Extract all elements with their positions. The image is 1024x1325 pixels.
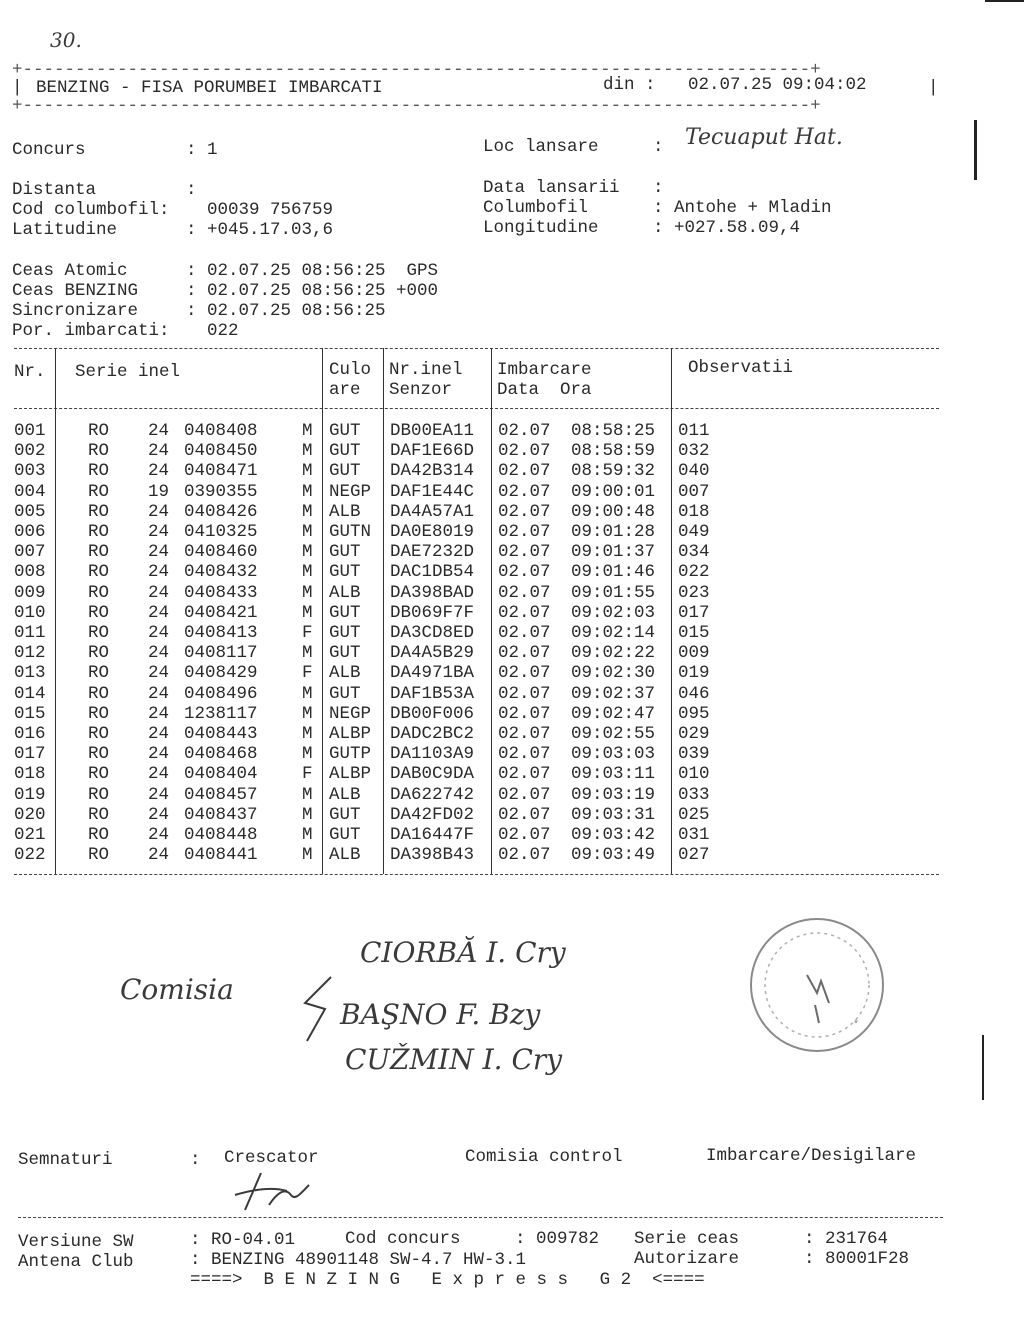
cell-ring: 0408450 — [184, 441, 258, 462]
cell-time: 09:01:46 — [571, 562, 656, 583]
table-rule-header — [14, 408, 939, 409]
versiune-label: Versiune SW — [18, 1232, 134, 1252]
cell-country: RO — [88, 522, 110, 542]
cell-sex: M — [302, 804, 313, 825]
table-rule-top — [14, 348, 939, 349]
signature-crescator-label: Crescator — [224, 1148, 319, 1168]
cell-color: GUT — [329, 623, 361, 643]
cell-ring: 0408471 — [184, 461, 258, 482]
cell-nr: 016 — [14, 724, 46, 744]
commission-brace — [295, 975, 335, 1045]
concurs-value: : 1 — [186, 140, 218, 160]
cell-country: RO — [88, 804, 110, 825]
benzing-express-banner: ====> B E N Z I N G E x p r e s s G 2 <==== — [190, 1270, 705, 1290]
cell-color: GUT — [329, 683, 361, 704]
cell-ring: 0408496 — [184, 683, 258, 704]
footer-rule — [18, 1217, 943, 1218]
cell-nr: 002 — [14, 441, 46, 462]
cell-time: 09:02:37 — [571, 683, 656, 704]
cell-sensor: DA42FD02 — [390, 804, 475, 825]
cell-color: ALBP — [329, 764, 372, 785]
cell-sex: M — [302, 643, 313, 664]
cell-ring: 0408413 — [184, 623, 258, 643]
cell-date: 02.07 — [498, 481, 551, 502]
scan-mark — [974, 120, 977, 180]
longitudine-value: : +027.58.09,4 — [653, 218, 801, 238]
cell-sex: M — [302, 744, 313, 765]
cell-sex: M — [302, 461, 313, 482]
cell-color: GUT — [329, 643, 361, 664]
cell-obs: 046 — [678, 683, 710, 704]
cell-year: 24 — [148, 784, 170, 805]
cell-country: RO — [88, 542, 110, 563]
longitudine-label: Longitudine — [483, 218, 599, 238]
sincronizare-value: : 02.07.25 08:56:25 — [186, 301, 386, 321]
cell-date: 02.07 — [498, 804, 551, 825]
cell-color: ALBP — [329, 724, 372, 744]
cell-year: 24 — [148, 562, 170, 583]
cell-ring: 0408426 — [184, 501, 258, 522]
antena-value: : BENZING 48901148 SW-4.7 HW-3.1 — [190, 1250, 527, 1270]
table-rule-bottom — [14, 874, 939, 875]
cell-country: RO — [88, 845, 110, 866]
cell-nr: 007 — [14, 542, 46, 563]
sincronizare-label: Sincronizare — [12, 301, 139, 321]
cell-color: ALB — [329, 582, 361, 603]
col-header-senzor: Senzor — [389, 380, 453, 400]
loc-lansare-sep: : — [653, 137, 664, 157]
cell-sex: F — [302, 764, 313, 785]
header-left-bar: | — [12, 78, 23, 98]
cell-sensor: DB00F006 — [390, 703, 475, 724]
ceas-benzing-value: : 02.07.25 08:56:25 +000 — [186, 281, 439, 301]
cell-ring: 0408429 — [184, 663, 258, 684]
cell-time: 09:00:01 — [571, 481, 656, 502]
cell-date: 02.07 — [498, 703, 551, 724]
por-imbarcati-label: Por. imbarcati: — [12, 321, 170, 341]
cell-obs: 049 — [678, 522, 710, 542]
data-lansarii-value: : — [653, 178, 664, 198]
cell-country: RO — [88, 623, 110, 643]
cell-obs: 015 — [678, 623, 710, 643]
cod-concurs-label: Cod concurs — [345, 1229, 461, 1249]
cell-time: 09:01:28 — [571, 522, 656, 542]
crescator-signature — [225, 1165, 315, 1215]
cell-color: ALB — [329, 501, 361, 522]
cell-date: 02.07 — [498, 724, 551, 744]
cell-sex: M — [302, 825, 313, 845]
cell-obs: 095 — [678, 703, 710, 724]
club-stamp — [745, 915, 890, 1055]
cell-date: 02.07 — [498, 461, 551, 482]
cell-year: 24 — [148, 501, 170, 522]
cell-time: 09:03:42 — [571, 825, 656, 845]
cell-year: 24 — [148, 663, 170, 684]
cell-obs: 017 — [678, 602, 710, 623]
distanta-label: Distanta — [12, 180, 97, 200]
col-header-observatii: Observatii — [688, 358, 794, 378]
cell-sensor: DAB0C9DA — [390, 764, 475, 785]
col-header-data-ora: Data Ora — [497, 380, 592, 400]
cell-obs: 009 — [678, 643, 710, 664]
cell-ring: 0408421 — [184, 602, 258, 623]
cell-obs: 025 — [678, 804, 710, 825]
cell-color: NEGP — [329, 481, 372, 502]
cell-color: GUT — [329, 421, 361, 441]
cell-year: 19 — [148, 481, 170, 502]
cell-color: NEGP — [329, 703, 372, 724]
cell-country: RO — [88, 784, 110, 805]
cell-year: 24 — [148, 522, 170, 542]
cell-color: GUT — [329, 825, 361, 845]
cell-date: 02.07 — [498, 825, 551, 845]
cell-obs: 032 — [678, 441, 710, 462]
cell-sensor: DA398B43 — [390, 845, 475, 866]
ceas-atomic-value: : 02.07.25 08:56:25 GPS — [186, 261, 439, 281]
cell-sensor: DA3CD8ED — [390, 623, 475, 643]
cell-country: RO — [88, 764, 110, 785]
col-sep-imbarcare — [671, 348, 672, 874]
cell-sensor: DA42B314 — [390, 461, 475, 482]
cell-year: 24 — [148, 825, 170, 845]
cell-country: RO — [88, 683, 110, 704]
signature-comisia-label: Comisia control — [465, 1147, 623, 1167]
cell-ring: 0408117 — [184, 643, 258, 664]
cell-sex: M — [302, 845, 313, 866]
por-imbarcati-value: 022 — [207, 321, 239, 341]
cell-obs: 029 — [678, 724, 710, 744]
cell-date: 02.07 — [498, 501, 551, 522]
loc-lansare-handwritten: Tecuaput Hat. — [685, 125, 843, 150]
ceas-benzing-label: Ceas BENZING — [12, 281, 139, 301]
cell-sensor: DADC2BC2 — [390, 724, 475, 744]
cell-date: 02.07 — [498, 421, 551, 441]
scan-mark — [985, 0, 1024, 2]
cell-color: GUT — [329, 441, 361, 462]
cell-ring: 0408448 — [184, 825, 258, 845]
col-header-nrinel: Nr.inel — [389, 360, 463, 380]
svg-text:*: * — [853, 1020, 860, 1031]
cell-sensor: DA4A57A1 — [390, 501, 475, 522]
cell-nr: 005 — [14, 501, 46, 522]
cell-sex: M — [302, 542, 313, 563]
col-header-nr: Nr. — [14, 362, 46, 382]
cell-date: 02.07 — [498, 663, 551, 684]
signatures-label: Semnaturi — [18, 1150, 113, 1170]
col-sep-nr — [55, 348, 56, 874]
cell-country: RO — [88, 582, 110, 603]
cell-color: GUT — [329, 602, 361, 623]
cell-ring: 0408441 — [184, 845, 258, 866]
cell-nr: 010 — [14, 602, 46, 623]
cell-sex: M — [302, 441, 313, 462]
cell-obs: 034 — [678, 542, 710, 563]
scan-mark — [982, 1035, 984, 1100]
cell-nr: 014 — [14, 683, 46, 704]
cell-time: 09:03:03 — [571, 744, 656, 765]
cell-year: 24 — [148, 421, 170, 441]
cell-nr: 013 — [14, 663, 46, 684]
cell-color: GUTN — [329, 522, 372, 542]
cell-nr: 019 — [14, 784, 46, 805]
cell-time: 08:58:25 — [571, 421, 656, 441]
cell-ring: 0410325 — [184, 522, 258, 542]
cell-date: 02.07 — [498, 643, 551, 664]
cell-country: RO — [88, 562, 110, 583]
ceas-atomic-label: Ceas Atomic — [12, 261, 128, 281]
cell-color: GUT — [329, 804, 361, 825]
cell-ring: 0408437 — [184, 804, 258, 825]
cell-sex: M — [302, 602, 313, 623]
cell-time: 09:01:55 — [571, 582, 656, 603]
col-sep-serie — [322, 348, 323, 874]
cell-sensor: DAC1DB54 — [390, 562, 475, 583]
cell-color: GUTP — [329, 744, 372, 765]
cell-time: 09:02:14 — [571, 623, 656, 643]
cell-date: 02.07 — [498, 623, 551, 643]
cell-nr: 020 — [14, 804, 46, 825]
cell-time: 09:02:03 — [571, 602, 656, 623]
cell-country: RO — [88, 441, 110, 462]
cell-date: 02.07 — [498, 562, 551, 583]
cell-year: 24 — [148, 744, 170, 765]
cell-sex: M — [302, 562, 313, 583]
cell-obs: 010 — [678, 764, 710, 785]
distanta-value: : — [186, 180, 197, 200]
cell-nr: 011 — [14, 623, 46, 643]
cell-sensor: DAF1E66D — [390, 441, 475, 462]
cell-sensor: DB069F7F — [390, 602, 475, 623]
cell-country: RO — [88, 481, 110, 502]
cell-obs: 033 — [678, 784, 710, 805]
versiune-value: : RO-04.01 — [190, 1230, 296, 1250]
col-header-culo: Culo — [329, 360, 372, 380]
columbofil-label: Columbofil — [483, 198, 589, 218]
cell-time: 09:02:55 — [571, 724, 656, 744]
commission-line-2: BAŞNO F. Bzy — [340, 998, 541, 1031]
commission-label: Comisia — [120, 973, 234, 1006]
cell-year: 24 — [148, 461, 170, 482]
cell-year: 24 — [148, 804, 170, 825]
cell-year: 24 — [148, 703, 170, 724]
signature-imbarcare-label: Imbarcare/Desigilare — [706, 1146, 917, 1166]
header-title: BENZING - FISA PORUMBEI IMBARCATI — [36, 78, 383, 98]
cell-sensor: DAE7232D — [390, 542, 475, 563]
cell-sensor: DA622742 — [390, 784, 475, 805]
cell-date: 02.07 — [498, 764, 551, 785]
data-lansarii-label: Data lansarii — [483, 178, 620, 198]
cell-nr: 021 — [14, 825, 46, 845]
cell-time: 09:03:49 — [571, 845, 656, 866]
cell-country: RO — [88, 724, 110, 744]
cell-country: RO — [88, 421, 110, 441]
cell-ring: 1238117 — [184, 703, 258, 724]
cell-sensor: DA16447F — [390, 825, 475, 845]
cell-obs: 039 — [678, 744, 710, 765]
cell-sex: M — [302, 784, 313, 805]
cell-sensor: DA4A5B29 — [390, 643, 475, 664]
col-header-imbarcare: Imbarcare — [497, 360, 592, 380]
cell-date: 02.07 — [498, 683, 551, 704]
cell-time: 09:01:37 — [571, 542, 656, 563]
cell-date: 02.07 — [498, 784, 551, 805]
cell-color: GUT — [329, 461, 361, 482]
cell-sensor: DAF1B53A — [390, 683, 475, 704]
cell-year: 24 — [148, 623, 170, 643]
cell-date: 02.07 — [498, 582, 551, 603]
cell-obs: 018 — [678, 501, 710, 522]
cell-ring: 0408443 — [184, 724, 258, 744]
cell-obs: 019 — [678, 663, 710, 684]
cell-nr: 015 — [14, 703, 46, 724]
signatures-sep: : — [190, 1150, 201, 1170]
cell-sex: M — [302, 481, 313, 502]
cell-sex: M — [302, 421, 313, 441]
cell-date: 02.07 — [498, 602, 551, 623]
cell-year: 24 — [148, 845, 170, 866]
cell-nr: 008 — [14, 562, 46, 583]
cod-columbofil-label: Cod columbofil: — [12, 200, 170, 220]
cell-sex: M — [302, 501, 313, 522]
cell-sex: M — [302, 683, 313, 704]
cell-country: RO — [88, 663, 110, 684]
cell-ring: 0408460 — [184, 542, 258, 563]
col-header-are: are — [329, 380, 361, 400]
cell-sex: F — [302, 663, 313, 684]
cell-time: 09:03:19 — [571, 784, 656, 805]
cell-time: 09:00:48 — [571, 501, 656, 522]
serie-ceas-label: Serie ceas — [634, 1229, 740, 1249]
cell-obs: 023 — [678, 582, 710, 603]
cell-year: 24 — [148, 542, 170, 563]
cell-country: RO — [88, 643, 110, 664]
cell-sex: M — [302, 724, 313, 744]
cell-country: RO — [88, 501, 110, 522]
loc-lansare-label: Loc lansare — [483, 137, 599, 157]
cell-year: 24 — [148, 683, 170, 704]
cell-nr: 004 — [14, 481, 46, 502]
cell-color: GUT — [329, 562, 361, 583]
cell-sex: M — [302, 703, 313, 724]
cell-date: 02.07 — [498, 542, 551, 563]
cell-sensor: DAF1E44C — [390, 481, 475, 502]
cell-nr: 003 — [14, 461, 46, 482]
cell-color: ALB — [329, 663, 361, 684]
cell-obs: 007 — [678, 481, 710, 502]
cell-nr: 012 — [14, 643, 46, 664]
cell-country: RO — [88, 744, 110, 765]
cell-color: ALB — [329, 784, 361, 805]
cell-ring: 0408432 — [184, 562, 258, 583]
cell-sex: F — [302, 623, 313, 643]
cell-date: 02.07 — [498, 441, 551, 462]
cell-year: 24 — [148, 764, 170, 785]
concurs-label: Concurs — [12, 140, 86, 160]
cell-nr: 018 — [14, 764, 46, 785]
cell-nr: 001 — [14, 421, 46, 441]
cod-concurs-value: : 009782 — [515, 1229, 600, 1249]
cell-year: 24 — [148, 724, 170, 744]
cell-nr: 022 — [14, 845, 46, 866]
cell-nr: 009 — [14, 582, 46, 603]
header-right-bar: | — [928, 78, 939, 98]
header-date-label: din : — [603, 75, 656, 95]
cell-color: ALB — [329, 845, 361, 866]
cell-sensor: DA1103A9 — [390, 744, 475, 765]
header-date-value: 02.07.25 09:04:02 — [688, 75, 867, 95]
cell-ring: 0408433 — [184, 582, 258, 603]
cell-obs: 022 — [678, 562, 710, 583]
cell-nr: 006 — [14, 522, 46, 542]
cod-columbofil-value: 00039 756759 — [207, 200, 334, 220]
cell-ring: 0408404 — [184, 764, 258, 785]
cell-country: RO — [88, 602, 110, 623]
cell-year: 24 — [148, 441, 170, 462]
cell-ring: 0408457 — [184, 784, 258, 805]
cell-country: RO — [88, 703, 110, 724]
cell-time: 09:03:11 — [571, 764, 656, 785]
latitudine-value: : +045.17.03,6 — [186, 220, 334, 240]
serie-ceas-value: : 231764 — [804, 1229, 889, 1249]
cell-country: RO — [88, 825, 110, 845]
cell-time: 09:03:31 — [571, 804, 656, 825]
cell-year: 24 — [148, 643, 170, 664]
cell-sensor: DB00EA11 — [390, 421, 475, 441]
cell-nr: 017 — [14, 744, 46, 765]
cell-sensor: DA398BAD — [390, 582, 475, 603]
cell-date: 02.07 — [498, 845, 551, 866]
commission-line-1: CIORBĂ I. Cry — [360, 936, 566, 969]
cell-sensor: DA0E8019 — [390, 522, 475, 542]
cell-color: GUT — [329, 542, 361, 563]
cell-ring: 0408468 — [184, 744, 258, 765]
header-border-bottom: +---------------------------------------------------------------------------+ — [12, 96, 821, 116]
cell-obs: 040 — [678, 461, 710, 482]
cell-time: 09:02:47 — [571, 703, 656, 724]
cell-obs: 027 — [678, 845, 710, 866]
col-sep-senzor — [491, 348, 492, 874]
cell-year: 24 — [148, 602, 170, 623]
col-sep-culoare — [383, 348, 384, 874]
col-header-serie: Serie inel — [75, 362, 181, 382]
latitudine-label: Latitudine — [12, 220, 118, 240]
antena-label: Antena Club — [18, 1252, 134, 1272]
cell-sensor: DA4971BA — [390, 663, 475, 684]
cell-year: 24 — [148, 582, 170, 603]
commission-line-3: CUŽMIN I. Cry — [345, 1043, 563, 1076]
cell-sex: M — [302, 522, 313, 542]
cell-ring: 0390355 — [184, 481, 258, 502]
cell-country: RO — [88, 461, 110, 482]
cell-time: 09:02:30 — [571, 663, 656, 684]
columbofil-value: : Antohe + Mladin — [653, 198, 832, 218]
cell-date: 02.07 — [498, 522, 551, 542]
page-number-note: 30. — [50, 28, 82, 52]
header-border-top: +---------------------------------------------------------------------------+ — [12, 60, 821, 80]
cell-ring: 0408408 — [184, 421, 258, 441]
cell-sex: M — [302, 582, 313, 603]
autorizare-value: : 80001F28 — [804, 1249, 910, 1269]
cell-time: 09:02:22 — [571, 643, 656, 664]
cell-time: 08:58:59 — [571, 441, 656, 462]
cell-obs: 031 — [678, 825, 710, 845]
cell-obs: 011 — [678, 421, 710, 441]
autorizare-label: Autorizare — [634, 1249, 740, 1269]
cell-date: 02.07 — [498, 744, 551, 765]
cell-time: 08:59:32 — [571, 461, 656, 482]
